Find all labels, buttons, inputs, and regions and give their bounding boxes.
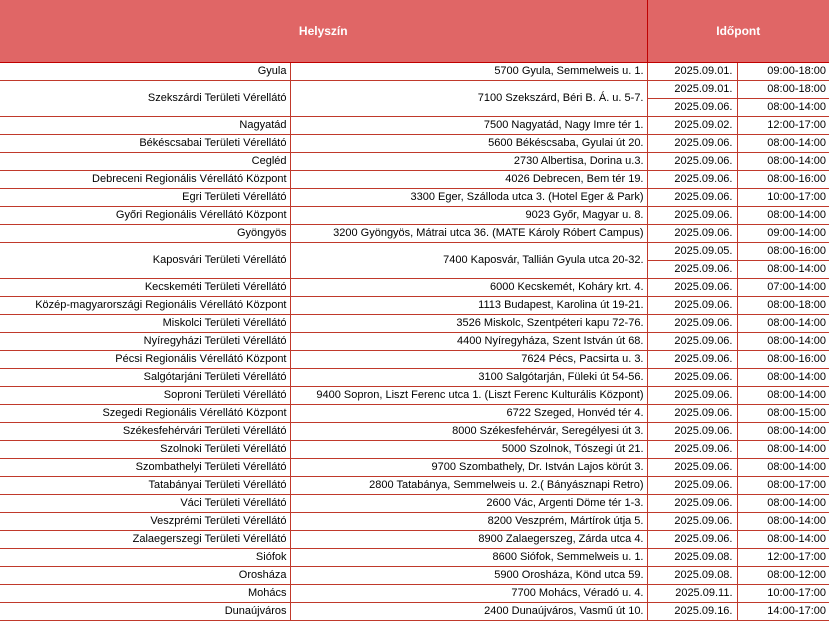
table-row [0, 225, 829, 243]
time-cell[interactable]: 08:00-14:00 [737, 441, 829, 459]
time-cell[interactable]: 08:00-14:00 [737, 135, 829, 153]
location-name-cell[interactable]: Siófok [0, 549, 290, 567]
location-name-cell[interactable]: Győri Regionális Vérellátó Központ [0, 207, 290, 225]
table-row [0, 243, 829, 261]
location-name-cell[interactable]: Pécsi Regionális Vérellátó Központ [0, 351, 290, 369]
date-cell[interactable]: 2025.09.16. [647, 603, 737, 621]
address-cell[interactable]: 6722 Szeged, Honvéd tér 4. [290, 405, 647, 423]
location-name-cell[interactable]: Tatabányai Területi Vérellátó [0, 477, 290, 495]
location-name-cell[interactable]: Nagyatád [0, 117, 290, 135]
address-cell[interactable]: 6000 Kecskemét, Koháry krt. 4. [290, 279, 647, 297]
address-cell[interactable]: 8200 Veszprém, Mártírok útja 5. [290, 513, 647, 531]
date-cell[interactable]: 2025.09.06. [647, 459, 737, 477]
table-row [0, 117, 829, 135]
address-cell[interactable]: 7700 Mohács, Véradó u. 4. [290, 585, 647, 603]
time-cell[interactable]: 08:00-14:00 [737, 333, 829, 351]
date-cell[interactable]: 2025.09.06. [647, 99, 737, 117]
date-cell[interactable]: 2025.09.06. [647, 333, 737, 351]
address-cell[interactable]: 8900 Zalaegerszeg, Zárda utca 4. [290, 531, 647, 549]
location-name-cell[interactable]: Soproni Területi Vérellátó [0, 387, 290, 405]
location-name-cell[interactable]: Debreceni Regionális Vérellátó Központ [0, 171, 290, 189]
time-cell[interactable]: 08:00-14:00 [737, 459, 829, 477]
time-cell[interactable]: 08:00-14:00 [737, 369, 829, 387]
date-cell[interactable]: 2025.09.06. [647, 153, 737, 171]
date-cell[interactable]: 2025.09.05. [647, 243, 737, 261]
date-cell[interactable]: 2025.09.06. [647, 369, 737, 387]
time-cell[interactable]: 08:00-14:00 [737, 261, 829, 279]
address-cell[interactable]: 8000 Székesfehérvár, Seregélyesi út 3. [290, 423, 647, 441]
address-cell[interactable]: 3300 Eger, Szálloda utca 3. (Hotel Eger & Park) [290, 189, 647, 207]
address-cell[interactable]: 5700 Gyula, Semmelweis u. 1. [290, 63, 647, 81]
location-name-cell[interactable]: Szombathelyi Területi Vérellátó [0, 459, 290, 477]
date-cell[interactable]: 2025.09.06. [647, 405, 737, 423]
date-cell[interactable]: 2025.09.06. [647, 207, 737, 225]
date-cell[interactable]: 2025.09.08. [647, 567, 737, 585]
date-cell[interactable]: 2025.09.06. [647, 189, 737, 207]
location-name-cell[interactable]: Salgótarjáni Területi Vérellátó [0, 369, 290, 387]
table-row [0, 603, 829, 621]
table-row [0, 153, 829, 171]
location-name-cell[interactable]: Dunaújváros [0, 603, 290, 621]
time-cell[interactable]: 08:00-14:00 [737, 99, 829, 117]
table-row [0, 369, 829, 387]
time-cell[interactable]: 09:00-18:00 [737, 63, 829, 81]
address-cell[interactable]: 4400 Nyíregyháza, Szent István út 68. [290, 333, 647, 351]
address-cell[interactable]: 7500 Nagyatád, Nagy Imre tér 1. [290, 117, 647, 135]
table-row [0, 567, 829, 585]
time-cell[interactable]: 08:00-15:00 [737, 405, 829, 423]
location-name-cell[interactable]: Szegedi Regionális Vérellátó Központ [0, 405, 290, 423]
date-cell[interactable]: 2025.09.06. [647, 315, 737, 333]
date-cell[interactable]: 2025.09.06. [647, 387, 737, 405]
location-name-cell[interactable]: Székesfehérvári Területi Vérellátó [0, 423, 290, 441]
date-cell[interactable]: 2025.09.08. [647, 549, 737, 567]
address-cell[interactable]: 3526 Miskolc, Szentpéteri kapu 72-76. [290, 315, 647, 333]
location-name-cell[interactable]: Miskolci Területi Vérellátó [0, 315, 290, 333]
date-cell[interactable]: 2025.09.06. [647, 297, 737, 315]
time-cell[interactable]: 08:00-14:00 [737, 315, 829, 333]
date-cell[interactable]: 2025.09.01. [647, 63, 737, 81]
time-cell[interactable]: 08:00-16:00 [737, 351, 829, 369]
header-time[interactable]: Időpont [647, 0, 829, 63]
address-cell[interactable]: 3100 Salgótarján, Füleki út 54-56. [290, 369, 647, 387]
time-cell[interactable]: 08:00-18:00 [737, 81, 829, 99]
time-cell[interactable]: 08:00-18:00 [737, 297, 829, 315]
date-cell[interactable]: 2025.09.06. [647, 423, 737, 441]
location-name-cell[interactable]: Váci Területi Vérellátó [0, 495, 290, 513]
table-row [0, 495, 829, 513]
table-row [0, 513, 829, 531]
date-cell[interactable]: 2025.09.06. [647, 441, 737, 459]
table-row [0, 441, 829, 459]
location-name-cell[interactable]: Veszprémi Területi Vérellátó [0, 513, 290, 531]
time-cell[interactable]: 08:00-14:00 [737, 387, 829, 405]
table-row [0, 63, 829, 81]
date-cell[interactable]: 2025.09.02. [647, 117, 737, 135]
header-row [0, 0, 829, 63]
date-cell[interactable]: 2025.09.06. [647, 351, 737, 369]
location-name-cell[interactable]: Kaposvári Területi Vérellátó [0, 243, 290, 279]
date-cell[interactable]: 2025.09.06. [647, 495, 737, 513]
table-row [0, 585, 829, 603]
table-row [0, 279, 829, 297]
location-name-cell[interactable]: Zalaegerszegi Területi Vérellátó [0, 531, 290, 549]
address-cell[interactable]: 5900 Orosháza, Könd utca 59. [290, 567, 647, 585]
time-cell[interactable]: 08:00-12:00 [737, 567, 829, 585]
address-cell[interactable]: 2400 Dunaújváros, Vasmű út 10. [290, 603, 647, 621]
location-name-cell[interactable]: Közép-magyarországi Regionális Vérellátó Központ [0, 297, 290, 315]
address-cell[interactable]: 9023 Győr, Magyar u. 8. [290, 207, 647, 225]
time-cell[interactable]: 08:00-14:00 [737, 513, 829, 531]
location-name-cell[interactable]: Gyula [0, 63, 290, 81]
time-cell[interactable]: 14:00-17:00 [737, 603, 829, 621]
time-cell[interactable]: 08:00-14:00 [737, 207, 829, 225]
time-cell[interactable]: 08:00-14:00 [737, 153, 829, 171]
location-name-cell[interactable]: Orosháza [0, 567, 290, 585]
address-cell[interactable]: 2600 Vác, Argenti Döme tér 1-3. [290, 495, 647, 513]
table-row [0, 189, 829, 207]
address-cell[interactable]: 5000 Szolnok, Tószegi út 21. [290, 441, 647, 459]
location-name-cell[interactable]: Szekszárdi Területi Vérellátó [0, 81, 290, 117]
table-row [0, 135, 829, 153]
date-cell[interactable]: 2025.09.06. [647, 261, 737, 279]
time-cell[interactable]: 08:00-14:00 [737, 531, 829, 549]
table-row [0, 531, 829, 549]
header-location[interactable]: Helyszín [0, 0, 647, 63]
date-cell[interactable]: 2025.09.06. [647, 477, 737, 495]
table-row [0, 333, 829, 351]
date-cell[interactable]: 2025.09.11. [647, 585, 737, 603]
time-cell[interactable]: 10:00-17:00 [737, 189, 829, 207]
address-cell[interactable]: 7400 Kaposvár, Tallián Gyula utca 20-32. [290, 243, 647, 279]
date-cell[interactable]: 2025.09.06. [647, 531, 737, 549]
address-cell[interactable]: 2730 Albertisa, Dorina u.3. [290, 153, 647, 171]
table-row [0, 459, 829, 477]
table-row [0, 207, 829, 225]
time-cell[interactable]: 09:00-14:00 [737, 225, 829, 243]
location-name-cell[interactable]: Gyöngyös [0, 225, 290, 243]
table-header [0, 0, 829, 63]
address-cell[interactable]: 2800 Tatabánya, Semmelweis u. 2.( Bányásznapi Retro) [290, 477, 647, 495]
table-row [0, 315, 829, 333]
date-cell[interactable]: 2025.09.01. [647, 81, 737, 99]
time-cell[interactable]: 08:00-14:00 [737, 423, 829, 441]
time-cell[interactable]: 10:00-17:00 [737, 585, 829, 603]
date-cell[interactable]: 2025.09.06. [647, 225, 737, 243]
table-row [0, 549, 829, 567]
location-name-cell[interactable]: Mohács [0, 585, 290, 603]
time-cell[interactable]: 08:00-14:00 [737, 495, 829, 513]
table-body [0, 63, 829, 621]
location-name-cell[interactable]: Cegléd [0, 153, 290, 171]
address-cell[interactable]: 8600 Siófok, Semmelweis u. 1. [290, 549, 647, 567]
table-row [0, 171, 829, 189]
table-row [0, 423, 829, 441]
location-name-cell[interactable]: Szolnoki Területi Vérellátó [0, 441, 290, 459]
time-cell[interactable]: 08:00-16:00 [737, 171, 829, 189]
address-cell[interactable]: 3200 Gyöngyös, Mátrai utca 36. (MATE Károly Róbert Campus) [290, 225, 647, 243]
address-cell[interactable]: 9700 Szombathely, Dr. István Lajos körút 3. [290, 459, 647, 477]
date-cell[interactable]: 2025.09.06. [647, 135, 737, 153]
location-name-cell[interactable]: Békéscsabai Területi Vérellátó [0, 135, 290, 153]
table-row [0, 477, 829, 495]
address-cell[interactable]: 1113 Budapest, Karolina út 19-21. [290, 297, 647, 315]
time-cell[interactable]: 08:00-16:00 [737, 243, 829, 261]
table-row [0, 405, 829, 423]
table-row [0, 387, 829, 405]
location-name-cell[interactable]: Kecskeméti Területi Vérellátó [0, 279, 290, 297]
address-cell[interactable]: 9400 Sopron, Liszt Ferenc utca 1. (Liszt Ferenc Kulturális Központ) [290, 387, 647, 405]
table-row [0, 81, 829, 99]
time-cell[interactable]: 07:00-14:00 [737, 279, 829, 297]
location-name-cell[interactable]: Egri Területi Vérellátó [0, 189, 290, 207]
time-cell[interactable]: 12:00-17:00 [737, 549, 829, 567]
date-cell[interactable]: 2025.09.06. [647, 171, 737, 189]
date-cell[interactable]: 2025.09.06. [647, 513, 737, 531]
table-row [0, 351, 829, 369]
date-cell[interactable]: 2025.09.06. [647, 279, 737, 297]
address-cell[interactable]: 5600 Békéscsaba, Gyulai út 20. [290, 135, 647, 153]
location-name-cell[interactable]: Nyíregyházi Területi Vérellátó [0, 333, 290, 351]
address-cell[interactable]: 7624 Pécs, Pacsirta u. 3. [290, 351, 647, 369]
time-cell[interactable]: 12:00-17:00 [737, 117, 829, 135]
address-cell[interactable]: 4026 Debrecen, Bem tér 19. [290, 171, 647, 189]
table-row [0, 297, 829, 315]
time-cell[interactable]: 08:00-17:00 [737, 477, 829, 495]
address-cell[interactable]: 7100 Szekszárd, Béri B. Á. u. 5-7. [290, 81, 647, 117]
